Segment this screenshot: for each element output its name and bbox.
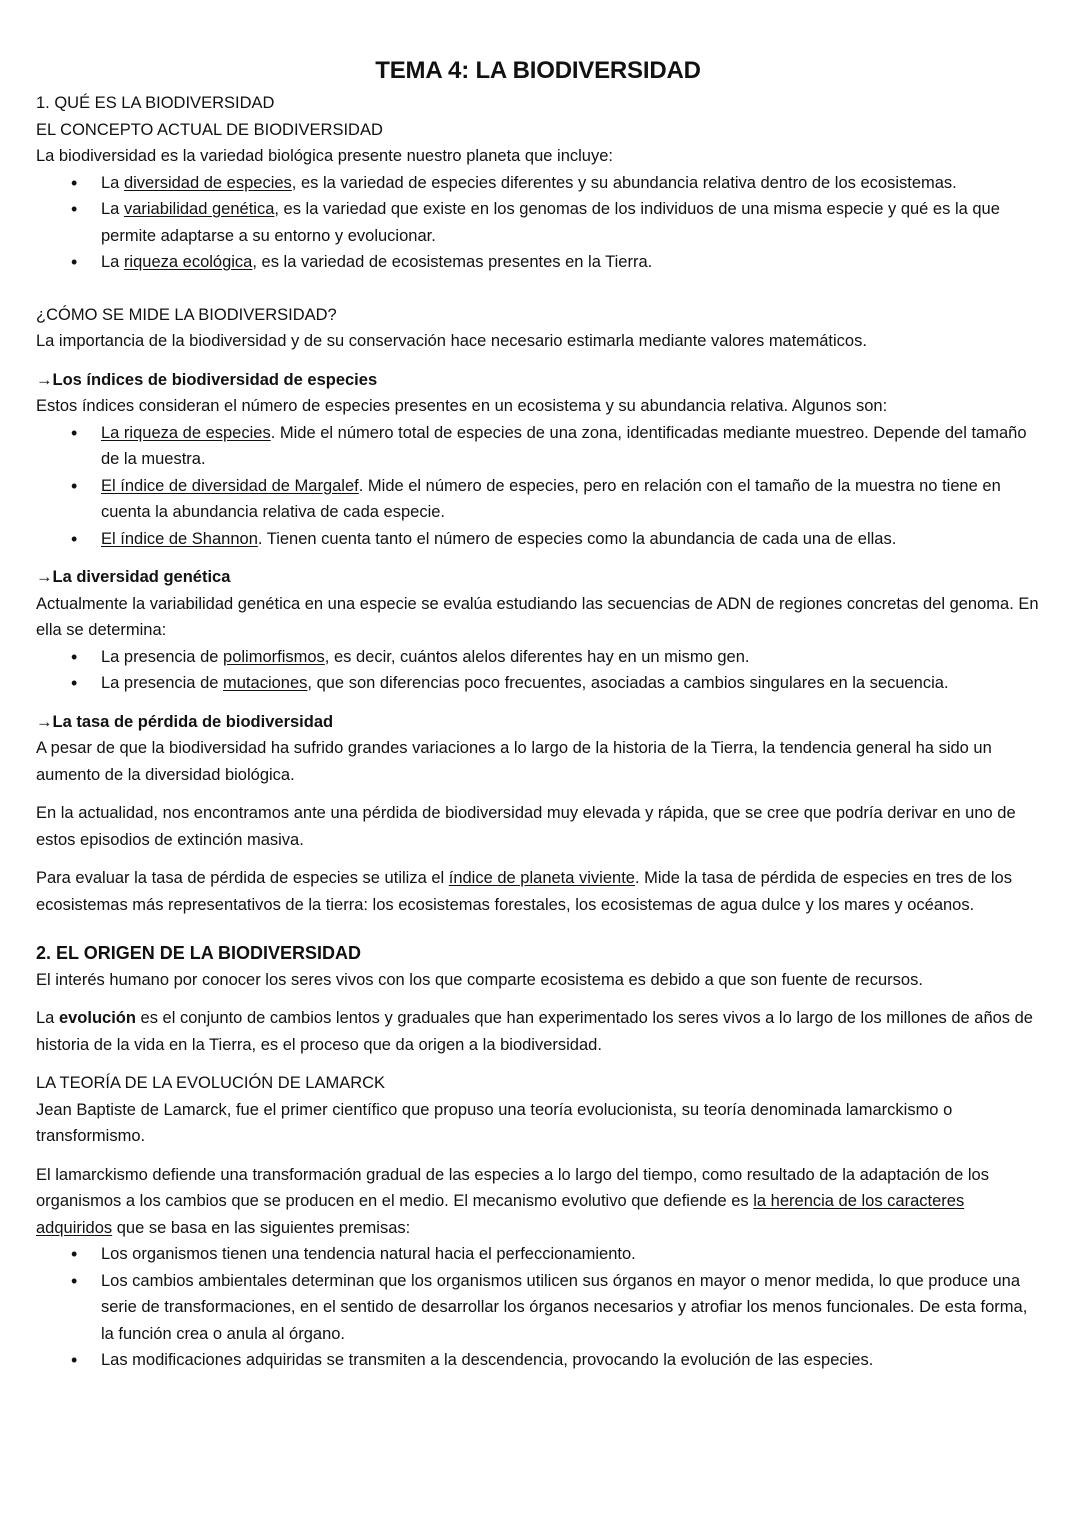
list-item: • Las modificaciones adquiridas se transmiten a la descendencia, provocando la evolución de las especies. [101, 1347, 1040, 1374]
list-item: • La presencia de mutaciones, que son diferencias poco frecuentes, asociadas a cambios singulares en la secuencia. [101, 670, 1040, 697]
list-item: • La presencia de polimorfismos, es decir, cuántos alelos diferentes hay en un mismo gen. [101, 644, 1040, 671]
loss-paragraph-3: Para evaluar la tasa de pérdida de especies se utiliza el índice de planeta viviente. Mide la tasa de pérdida de especies en tres de los ecosistemas más representativos de la tierra: los ecosistemas forestales, los ecosistemas de agua dulce y los mares y océanos. [36, 869, 1012, 914]
indices-intro: Estos índices consideran el número de especies presentes en un ecosistema y su abundancia relativa. Algunos son: [36, 397, 888, 415]
underlined-term: El índice de diversidad de Margalef [101, 476, 359, 495]
section-2-heading: 2. EL ORIGEN DE LA BIODIVERSIDAD [36, 943, 362, 963]
list-item: • Los organismos tienen una tendencia natural hacia el perfeccionamiento. [101, 1241, 1040, 1268]
indices-list [36, 420, 1040, 553]
underlined-term: diversidad de especies [123, 173, 292, 192]
concept-heading: EL CONCEPTO ACTUAL DE BIODIVERSIDAD [36, 120, 383, 139]
underlined-term: índice de planeta viviente [448, 869, 635, 887]
page-title: TEMA 4: LA BIODIVERSIDAD [375, 57, 701, 84]
loss-heading: →La tasa de pérdida de biodiversidad [36, 712, 334, 731]
underlined-term: variabilidad genética [123, 200, 275, 218]
list-item: • El índice de Shannon. Tienen cuenta tanto el número de especies como la abundancia de cada una de ellas. [101, 526, 1040, 553]
origin-paragraph-2: La evolución es el conjunto de cambios lentos y graduales que han experimentado los seres vivos a lo largo de los millones de años de historia de la vida en la Tierra, es el proceso que da origen a la biodiversidad. [36, 1009, 1033, 1054]
list-item: • La diversidad de especies, es la variedad de especies diferentes y su abundancia relativa dentro de los ecosistemas. [101, 170, 1040, 197]
list-item: • La riqueza de especies. Mide el número total de especies de una zona, identificadas mediante muestreo. Depende del tamaño de la muestra. [101, 420, 1040, 473]
genetic-intro: Actualmente la variabilidad genética en una especie se evalúa estudiando las secuencias de ADN de regiones concretas del genoma. En ella se determina: [36, 594, 1039, 639]
underlined-term: la herencia de los caracteres adquiridos [36, 1192, 965, 1237]
list-item: • Los cambios ambientales determinan que los organismos utilicen sus órganos en mayor o menor medida, lo que produce una serie de transformaciones, en el sentido de desarrollar los órganos necesarios y atrofiar los menos funcionales. De esta forma, la función crea o anula al órgano. [101, 1268, 1040, 1348]
underlined-term: polimorfismos [223, 647, 325, 666]
loss-paragraph-1: A pesar de que la biodiversidad ha sufrido grandes variaciones a lo largo de la historia de la Tierra, la tendencia general ha sido un aumento de la diversidad biológica. [36, 739, 992, 784]
list-item: • La riqueza ecológica, es la variedad de ecosistemas presentes en la Tierra. [101, 249, 1040, 276]
bold-term: evolución [58, 1009, 136, 1027]
underlined-term: El índice de Shannon [101, 529, 258, 548]
underlined-term: riqueza ecológica [123, 253, 253, 271]
concept-list [36, 170, 1040, 276]
origin-paragraph-1: El interés humano por conocer los seres vivos con los que comparte ecosistema es debido a que son fuente de recursos. [36, 970, 923, 989]
underlined-term: La riqueza de especies [101, 423, 271, 442]
loss-paragraph-2: En la actualidad, nos encontramos ante una pérdida de biodiversidad muy elevada y rápida, que se cree que podría derivar en uno de estos episodios de extinción masiva. [36, 804, 1016, 849]
lamarck-paragraph-1: Jean Baptiste de Lamarck, fue el primer científico que propuso una teoría evolucionista, su teoría denominada lamarckismo o transformismo. [36, 1100, 953, 1145]
underlined-term: mutaciones [223, 674, 308, 692]
lamarck-heading: LA TEORÍA DE LA EVOLUCIÓN DE LAMARCK [36, 1074, 386, 1092]
premises-list [36, 1241, 1040, 1374]
section-1-heading: 1. QUÉ ES LA BIODIVERSIDAD [36, 94, 275, 112]
measure-heading: ¿CÓMO SE MIDE LA BIODIVERSIDAD? [36, 305, 337, 324]
genetic-heading: →La diversidad genética [36, 568, 231, 586]
concept-intro: La biodiversidad es la variedad biológica presente nuestro planeta que incluye: [36, 147, 613, 165]
list-item: • La variabilidad genética, es la variedad que existe en los genomas de los individuos de una misma especie y qué es la que permite adaptarse a su entorno y evolucionar. [101, 196, 1040, 249]
genetic-list [36, 644, 1040, 697]
measure-text: La importancia de la biodiversidad y de su conservación hace necesario estimarla mediante valores matemáticos. [36, 332, 867, 350]
indices-heading: →Los índices de biodiversidad de especies [36, 370, 378, 389]
list-item: • El índice de diversidad de Margalef. Mide el número de especies, pero en relación con el tamaño de la muestra no tiene en cuenta la abundancia relativa de cada especie. [101, 473, 1040, 526]
lamarck-paragraph-2: El lamarckismo defiende una transformación gradual de las especies a lo largo del tiempo, como resultado de la adaptación de los organismos a los cambios que se producen en el medio. El mecanismo evolutivo que defiende es la herencia de los caracteres adquiridos que se basa en las siguientes premisas: [36, 1165, 989, 1237]
